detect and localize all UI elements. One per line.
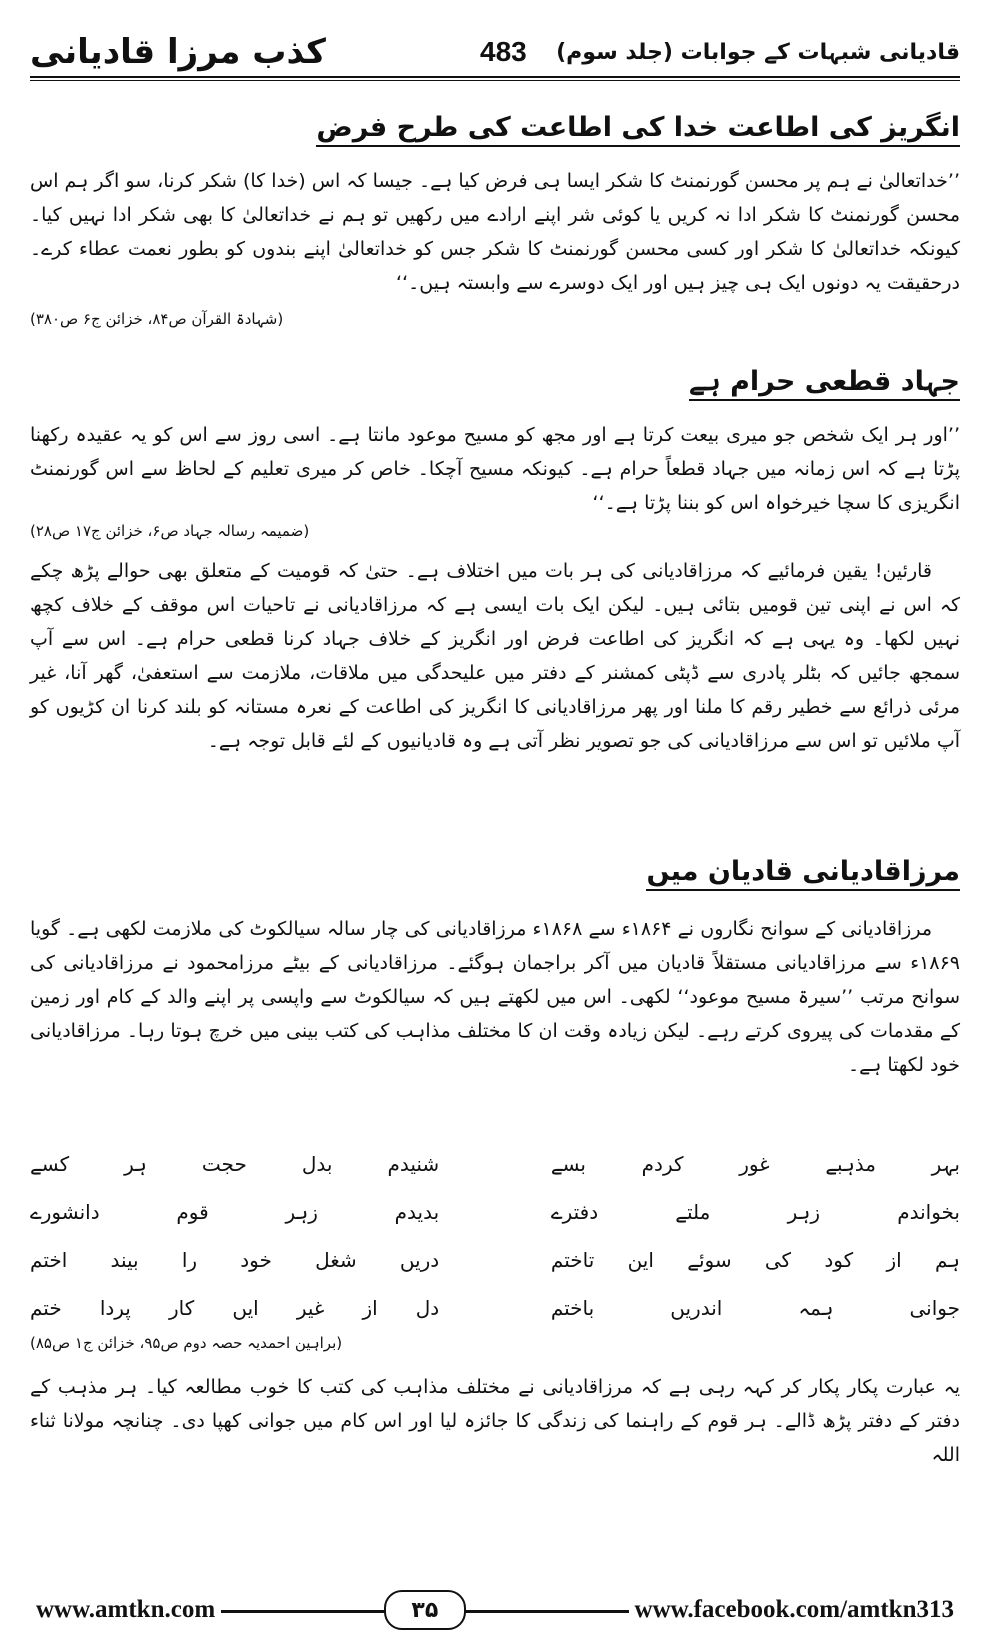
header-rule	[30, 76, 960, 78]
poem-word: بخواندم	[897, 1200, 960, 1224]
poem-word: سوئے	[687, 1248, 732, 1272]
section-text-1	[30, 164, 960, 300]
poem-word: مذہبے	[825, 1152, 876, 1176]
poem-verse	[30, 1284, 960, 1332]
poem-word: ہم	[934, 1248, 960, 1272]
poem-word: کود	[824, 1248, 854, 1272]
poem-hemistich-right	[551, 1152, 960, 1176]
poem-word: زہر	[285, 1200, 318, 1224]
poem-hemistich-right	[551, 1200, 960, 1224]
poem-hemistich-right	[551, 1248, 960, 1272]
section-text-2b	[30, 554, 960, 758]
poem-word: جوانی	[909, 1296, 960, 1320]
biography-paragraph: مرزاقادیانی کے سوانح نگاروں نے ۱۸۶۴ء سے ۱۸۶۸ء مرزاقادیانی کی چار سالہ سیالکوٹ کی ملازمت لکھی ہے۔ گویا ۱۸۶۹ء سے مرزاقادیانی مستقلاً قادیان میں آکر براجمان ہوگئے۔ مرزاقادیانی کے بیٹے مرزامحمود نے مرزاقادیانی کی سوانح مرتب ’’سیرۃ مسیح موعود‘‘ لکھی۔ اس میں لکھتے ہیں کہ سیالکوٹ سے واپسی پر اپنے والد کے کام اور زمین کے مقدمات کی پیروی کرتے رہے۔ لیکن زیادہ وقت ان کا مختلف مذاہب کی کتب بینی میں خرچ ہوتا رہا۔ مرزاقادیانی خود لکھتا ہے۔	[30, 918, 960, 1076]
section-heading-1: انگریز کی اطاعت خدا کی اطاعت کی طرح فرض	[316, 112, 960, 147]
poem-word: باختم	[550, 1296, 595, 1320]
poem-word: اختم	[30, 1248, 68, 1272]
poem-word: اندریں	[670, 1296, 723, 1320]
facebook-link[interactable]: www.facebook.com/amtkn313	[629, 1596, 960, 1624]
section-text-2	[30, 418, 960, 520]
footer-page-number: ۳۵	[384, 1590, 466, 1630]
poem-hemistich-left	[30, 1152, 439, 1176]
section-heading-3: مرزاقادیانی قادیان میں	[646, 856, 960, 891]
poem-word: زہر	[787, 1200, 820, 1224]
poem-word: شغل	[315, 1248, 357, 1272]
poem-word: از	[886, 1248, 902, 1272]
poem-word: قوم	[176, 1200, 209, 1224]
poem-word: کار	[168, 1296, 195, 1320]
poem-word: خود	[240, 1248, 272, 1272]
poem-citation: (براہین احمدیہ حصہ دوم ص۹۵، خزائن ج۱ ص۸۵)	[30, 1334, 343, 1352]
section-heading-2: جہاد قطعی حرام ہے	[689, 366, 960, 401]
closing-paragraph: یہ عبارت پکار پکار کر کہہ رہی ہے کہ مرزاقادیانی نے مختلف مذاہب کی کتب کا خوب مطالعہ کیا۔ ہر مذہب کے دفتر کے دفتر پڑھ ڈالے۔ ہر قوم کے راہنما کی زندگی کا جائزہ لیا اور اس کام میں جوانی کھپا دی۔ چنانچہ مولانا ثناء اللہ	[30, 1376, 960, 1466]
citation-2: (ضمیمہ رسالہ جہاد ص۶، خزائن ج۱۷ ص۲۸)	[30, 522, 310, 540]
quote-paragraph: ’’خداتعالیٰ نے ہم پر محسن گورنمنٹ کا شکر ایسا ہی فرض کیا ہے۔ جیسا کہ اس (خدا کا) شکر کرنا، سو اگر ہم اس محسن گورنمنٹ کا شکر ادا نہ کریں یا کوئی شر اپنے ارادے میں رکھیں تو ہم نے خداتعالیٰ کا بھی شکر ادا نہیں کیا۔ کیونکہ خداتعالیٰ کا شکر اور کسی محسن گورنمنٹ کا شکر جس کو خداتعالیٰ اپنے بندوں کو بطور نعمت عطاء کرے۔ درحقیقت یہ دونوں ایک ہی چیز ہیں اور ایک دوسرے سے وابستہ ہیں۔‘‘	[30, 170, 960, 294]
poem-hemistich-left	[30, 1248, 439, 1272]
poem-word: دانشورے	[30, 1200, 100, 1224]
quote-paragraph: ’’اور ہر ایک شخص جو میری بیعت کرتا ہے اور مجھ کو مسیح موعود مانتا ہے۔ اسی روز سے اس کو یہ عقیدہ رکھنا پڑتا ہے کہ اس زمانہ میں جہاد قطعاً حرام ہے۔ کیونکہ مسیح آچکا۔ خاص کر میری تعلیم کے لحاظ سے اس گورنمنٹ انگریزی کا سچا خیرخواہ اس کو بننا پڑتا ہے۔‘‘	[30, 424, 960, 514]
poem-word: حجت	[201, 1152, 247, 1176]
poem-word: این	[627, 1248, 654, 1272]
poem-word: کردم	[641, 1152, 684, 1176]
poem-word: ہمہ	[798, 1296, 834, 1320]
persian-poem	[30, 1140, 960, 1332]
poem-hemistich-left	[30, 1296, 439, 1320]
commentary-paragraph: قارئین! یقین فرمائیے کہ مرزاقادیانی کی ہر بات میں اختلاف ہے۔ حتیٰ کہ قومیت کے متعلق بھی حوالے پڑھ چکے کہ اس نے اپنی تین قومیں بتائی ہیں۔ لیکن ایک بات ایسی ہے کہ مرزاقادیانی نے تاحیات اس موقف کے خلاف کچھ نہیں لکھا۔ وہ یہی ہے کہ انگریز کی اطاعت فرض اور انگریز کے خلاف جہاد کرنا قطعی حرام ہے۔ اس سے آپ سمجھ جائیں کہ بٹلر پادری سے ڈپٹی کمشنر کے دفتر میں علیحدگی میں ملاقات، ملازمت سے استعفیٰ، گھر آنا، غیر مرئی ذرائع سے خطیر رقم کا ملنا اور پھر مرزاقادیانی کا انگریز کی اطاعت کے نعرہ مستانہ کو بلند کرنا ان کڑیوں کو آپ ملائیں تو اس سے مرزاقادیانی کی جو تصویر نظر آتی ہے وہ قادیانیوں کے لئے قابل توجہ ہے۔	[30, 560, 960, 752]
poem-word: پردا	[99, 1296, 131, 1320]
poem-word: از	[362, 1296, 378, 1320]
header-page-number: 483	[480, 36, 527, 67]
poem-word: کی	[764, 1248, 792, 1272]
book-title: کذب مرزا قادیانی	[30, 32, 326, 72]
page-footer	[30, 1588, 960, 1632]
running-title: قادیانی شبہات کے جوابات (جلد سوم)	[556, 39, 960, 65]
closing-text	[30, 1370, 960, 1472]
poem-word: ملتے	[675, 1200, 711, 1224]
poem-word: بیند	[110, 1248, 139, 1272]
poem-word: بہر	[931, 1152, 960, 1176]
poem-verse	[30, 1140, 960, 1188]
poem-word: را	[181, 1248, 198, 1272]
poem-word: بسے	[550, 1152, 586, 1176]
poem-hemistich-right	[551, 1296, 960, 1320]
poem-word: غور	[739, 1152, 770, 1176]
website-link[interactable]: www.amtkn.com	[30, 1596, 221, 1624]
poem-word: شنیدم	[387, 1152, 440, 1176]
poem-word: تاختم	[550, 1248, 595, 1272]
header-rule-thin	[30, 80, 960, 81]
poem-word: ختم	[30, 1296, 62, 1320]
poem-verse	[30, 1188, 960, 1236]
section-text-3	[30, 912, 960, 1082]
poem-verse	[30, 1236, 960, 1284]
poem-word: بدیدم	[394, 1200, 440, 1224]
poem-word: دفترے	[550, 1200, 599, 1224]
poem-word: ایں	[232, 1296, 259, 1320]
poem-word: ہر	[124, 1152, 147, 1176]
poem-word: کسے	[30, 1152, 70, 1176]
poem-word: غیر	[296, 1296, 325, 1320]
poem-word: بدل	[301, 1152, 333, 1176]
page-header	[30, 30, 960, 74]
poem-hemistich-left	[30, 1200, 439, 1224]
citation-1: (شہادۃ القرآن ص۸۴، خزائن ج۶ ص۳۸۰)	[30, 310, 284, 328]
poem-word: دل	[415, 1296, 440, 1320]
poem-word: دریں	[399, 1248, 440, 1272]
